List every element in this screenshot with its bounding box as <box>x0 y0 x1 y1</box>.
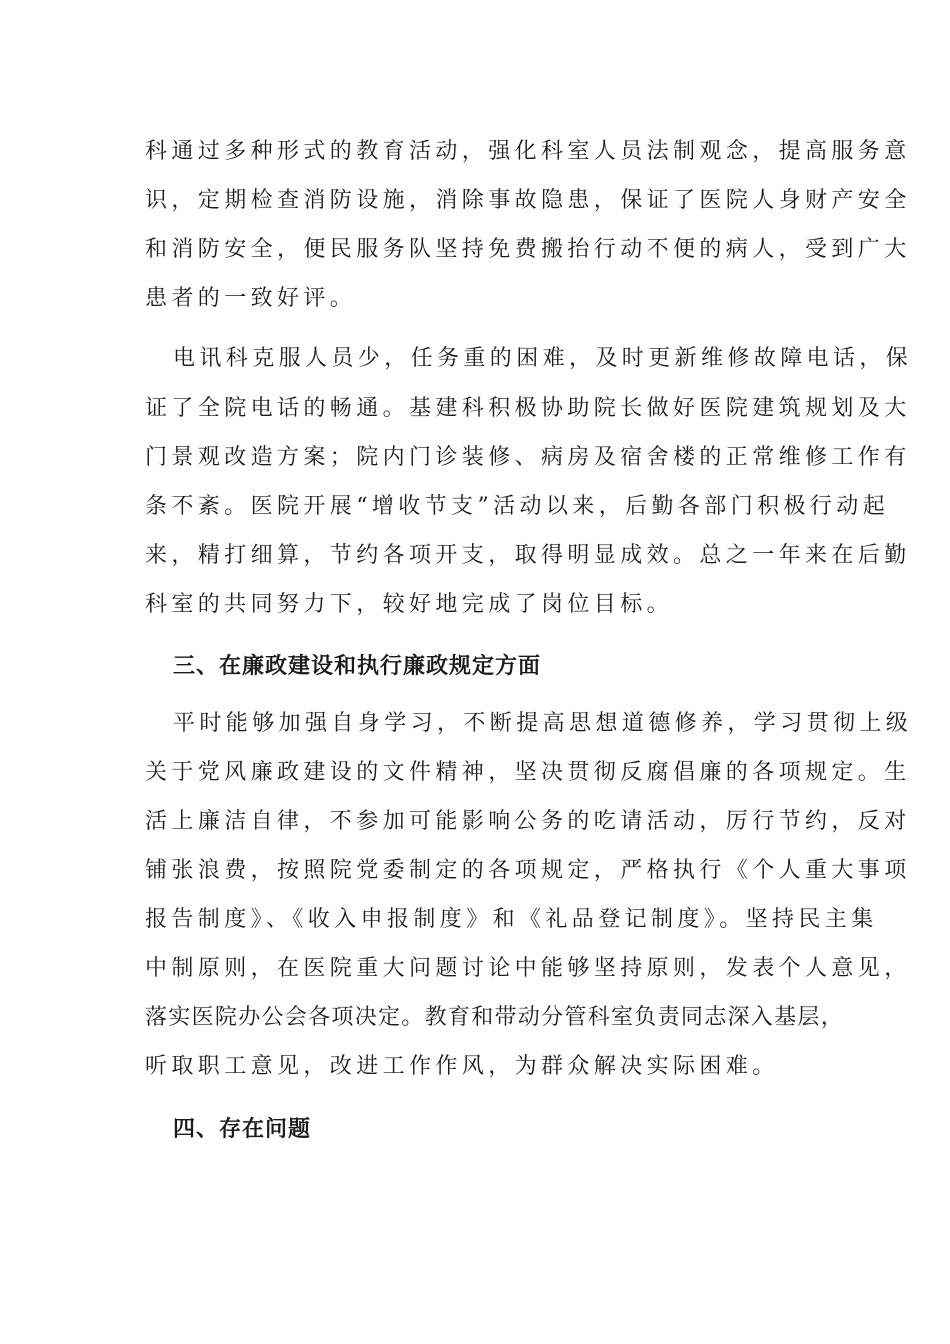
paragraph-line: 科通过多种形式的教育活动，强化科室人员法制观念，提高服务意 <box>145 139 911 164</box>
paragraph-line: 听取职工意见，改进工作作风，为群众解决实际困难。 <box>145 1054 779 1079</box>
paragraph-line: 门景观改造方案；院内门诊装修、病房及宿舍楼的正常维修工作有 <box>145 445 911 470</box>
paragraph-line: 识，定期检查消防设施，消除事故隐患，保证了医院人身财产安全 <box>145 188 911 213</box>
paragraph-line: 平时能够加强自身学习，不断提高思想道德修养，学习贯彻上级 <box>173 711 913 736</box>
paragraph-line: 和消防安全，便民服务队坚持免费搬抬行动不便的病人，受到广大 <box>145 237 911 262</box>
paragraph-line: 患者的一致好评。 <box>145 286 357 311</box>
paragraph-line: 证了全院电话的畅通。基建科积极协助院长做好医院建筑规划及大 <box>145 396 911 421</box>
paragraph-line: 铺张浪费，按照院党委制定的各项规定，严格执行《个人重大事项 <box>145 858 911 883</box>
paragraph-line: 电讯科克服人员少，任务重的困难，及时更新维修故障电话，保 <box>173 346 913 371</box>
paragraph-line: 报告制度》、《收入申报制度》和《礼品登记制度》。坚持民主集 <box>145 907 878 932</box>
paragraph-line: 科室的共同努力下，较好地完成了岗位目标。 <box>145 592 674 617</box>
paragraph-line: 落实医院办公会各项决定。教育和带动分管科室负责同志深入基层， <box>145 1005 845 1030</box>
paragraph-line: 来，精打细算，节约各项开支，取得明显成效。总之一年来在后勤 <box>145 543 911 568</box>
paragraph-line: 活上廉洁自律，不参加可能影响公务的吃请活动，厉行节约，反对 <box>145 809 911 834</box>
paragraph-line: 关于党风廉政建设的文件精神，坚决贯彻反腐倡廉的各项规定。生 <box>145 760 911 785</box>
section-heading-4: 四、存在问题 <box>173 1116 312 1142</box>
paragraph-line: 中制原则，在医院重大问题讨论中能够坚持原则，发表个人意见， <box>145 956 911 981</box>
section-heading-3: 三、在廉政建设和执行廉政规定方面 <box>173 653 542 679</box>
paragraph-line: 条不紊。医院开展“增收节支”活动以来，后勤各部门积极行动起 <box>145 494 890 519</box>
